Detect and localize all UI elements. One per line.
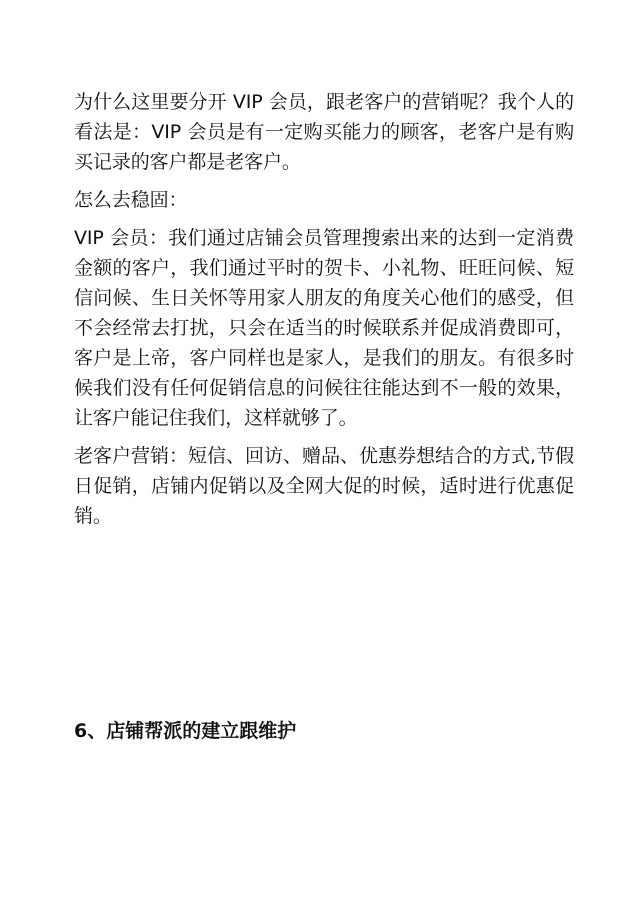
paragraph-old-customer-marketing: 老客户营销：短信、回访、赠品、优惠券想结合的方式,节假日促销，店铺内促销以及全网大促的时候，适时进行优惠促销。 [74, 445, 574, 527]
paragraph-how-to-retain: 怎么去稳固： [74, 189, 188, 211]
paragraph-vip-vs-old-customers: 为什么这里要分开 VIP 会员，跟老客户的营销呢？我个人的看法是：VIP 会员是有一定购买能力的顾客，老客户是有购买记录的客户都是老客户。 [74, 91, 574, 173]
section-heading: 6、店铺帮派的建立跟维护 [74, 720, 297, 742]
paragraph-vip-members: VIP 会员：我们通过店铺会员管理搜索出来的达到一定消费金额的客户，我们通过平时的贺卡、小礼物、旺旺问候、短信问候、生日关怀等用家人朋友的角度关心他们的感受，但不会经常去打扰，只会在适当的时候联系并促成消费即可，客户是上帝，客户同样也是家人，是我们的朋友。有很多时候我们没有任何促销信息的问候往往能达到不一般的效果，让客户能记住我们，这样就够了。 [74, 227, 574, 429]
body-text [74, 87, 574, 539]
